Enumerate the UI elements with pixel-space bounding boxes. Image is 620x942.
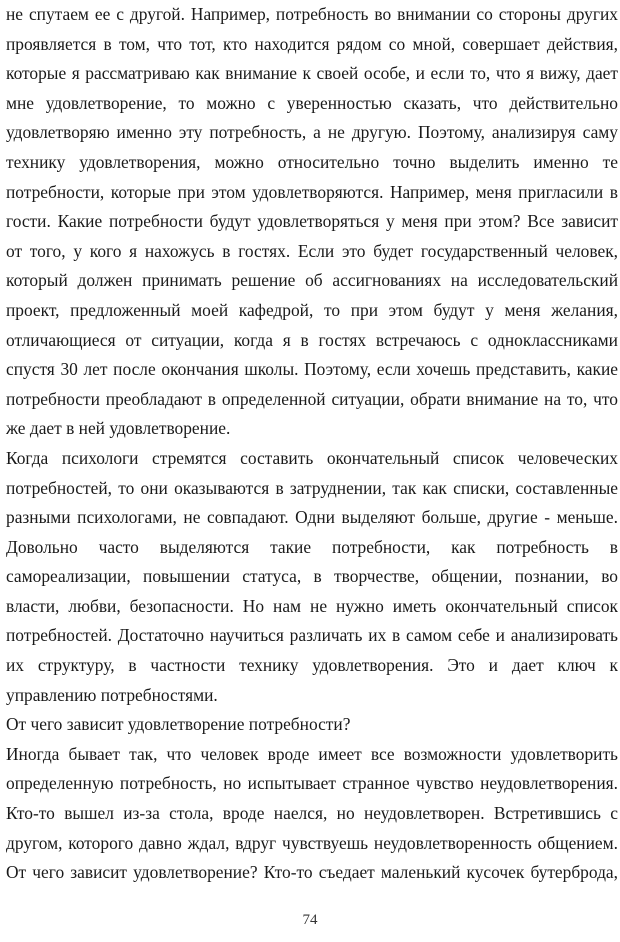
- text-line: который должен принимать решение об ассигнованиях на исследовательский: [6, 270, 618, 291]
- body-text: [6, 0, 618, 888]
- text-line: их структуру, в частности технику удовлетворения. Это и дает ключ к: [6, 655, 618, 676]
- text-line: же дает в ней удовлетворение.: [6, 418, 231, 439]
- text-line: спустя 30 лет после окончания школы. Поэтому, если хочешь представить, какие: [6, 359, 618, 380]
- text-line: от того, у кого я нахожусь в гостях. Если это будет государственный человек,: [6, 240, 618, 261]
- text-line: удовлетворяю именно эту потребность, а не другую. Поэтому, анализируя саму: [6, 122, 618, 143]
- text-line: мне удовлетворение, то можно с уверенностью сказать, что действительно: [6, 92, 618, 113]
- text-line: Иногда бывает так, что человек вроде имеет все возможности удовлетворить: [6, 743, 618, 764]
- text-line: разными психологами, не совпадают. Одни выделяют больше, другие - меньше.: [6, 507, 618, 528]
- text-line: технику удовлетворения, можно относительно точно выделить именно те: [6, 151, 618, 172]
- page-number: 74: [302, 912, 318, 928]
- text-line: другом, которого давно ждал, вдруг чувствуешь неудовлетворенность общением.: [6, 832, 618, 853]
- text-line: проект, предложенный моей кафедрой, то при этом будут у меня желания,: [6, 299, 618, 320]
- text-line: не спутаем ее с другой. Например, потребность во внимании со стороны других: [6, 4, 618, 24]
- text-line: Кто-то вышел из-за стола, вроде наелся, но неудовлетворен. Встретившись с: [6, 803, 618, 824]
- text-line: потребности, которые при этом удовлетворяются. Например, меня пригласили в: [6, 181, 618, 202]
- text-line: проявляется в том, что тот, кто находится рядом со мной, совершает действия,: [6, 33, 618, 54]
- text-line: От чего зависит удовлетворение потребности?: [6, 714, 351, 735]
- text-line: Когда психологи стремятся составить окончательный список человеческих: [6, 447, 618, 468]
- text-line: гости. Какие потребности будут удовлетворяться у меня при этом? Все зависит: [6, 211, 618, 232]
- text-line: управлению потребностями.: [6, 684, 218, 705]
- text-line: Довольно часто выделяются такие потребности, как потребность в: [6, 536, 618, 557]
- text-line: потребности преобладают в определенной ситуации, обрати внимание на то, что: [6, 388, 618, 409]
- text-line: потребностей. Достаточно научиться различать их в самом себе и анализировать: [6, 625, 618, 646]
- text-line: определенную потребность, но испытывает странное чувство неудовлетворения.: [6, 773, 618, 794]
- text-line: которые я рассматриваю как внимание к своей особе, и если то, что я вижу, дает: [6, 63, 618, 84]
- text-line: власти, любви, безопасности. Но нам не нужно иметь окончательный список: [6, 595, 618, 616]
- text-line: От чего зависит удовлетворение? Кто-то съедает маленький кусочек бутерброда,: [6, 862, 618, 883]
- text-line: потребностей, то они оказываются в затруднении, так как списки, составленные: [6, 477, 618, 498]
- text-line: отличающиеся от ситуации, когда я в гостях встречаюсь с одноклассниками: [6, 329, 618, 350]
- text-line: самореализации, повышении статуса, в творчестве, общении, познании, во: [6, 566, 618, 587]
